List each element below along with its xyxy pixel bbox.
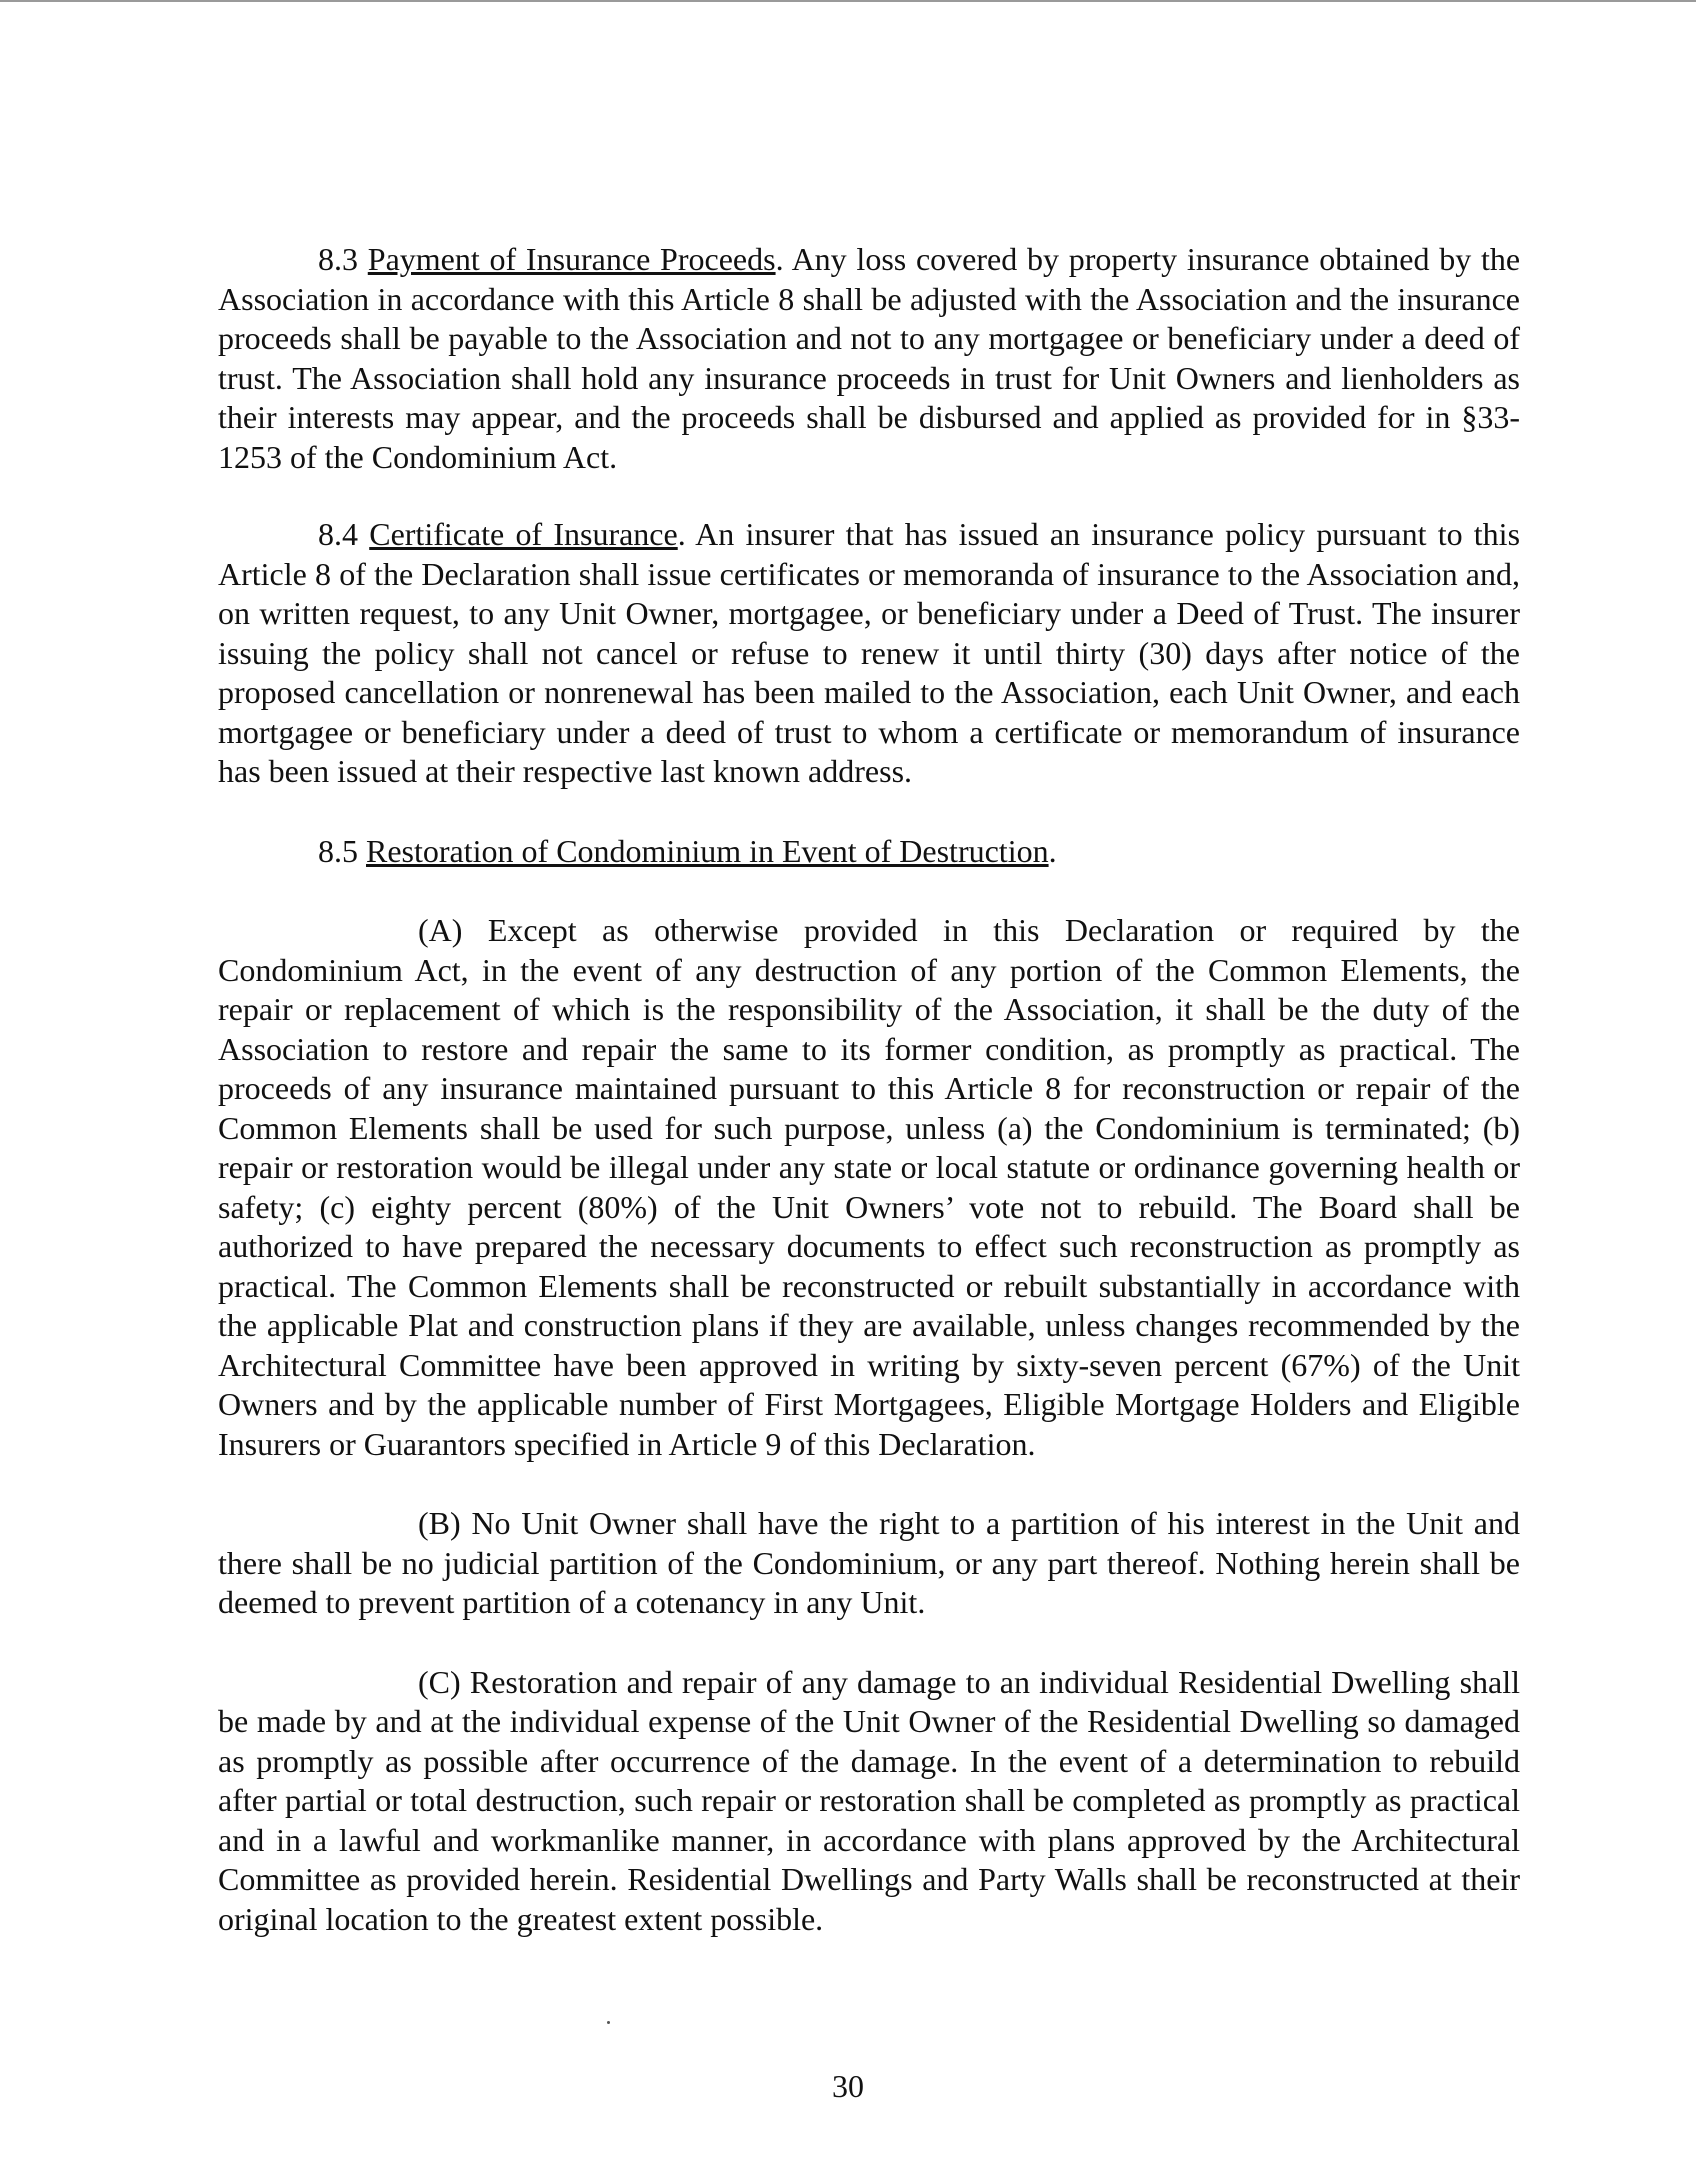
subsection-label: (A) bbox=[418, 912, 463, 948]
subsection-label: (B) bbox=[418, 1505, 461, 1541]
section-number: 8.3 bbox=[318, 241, 358, 277]
subsection-a bbox=[218, 911, 1520, 1464]
subsection-c bbox=[218, 1663, 1520, 1940]
page-number: 30 bbox=[832, 2068, 864, 2104]
section-body: Any loss covered by property insurance obtained by the Association in accordance with this Article 8 shall be adjusted with the Association and the insurance proceeds shall be payable to the Association and not to any mortgagee or beneficiary under a deed of trust. The Association shall hold any insurance proceeds in trust for Unit Owners and lienholders as their interests may appear, and the proceeds shall be disbursed and applied as provided for in §33-1253 of the Condominium Act. bbox=[218, 241, 1521, 475]
subsection-body: Except as otherwise provided in this Declaration or required by the Condominium Act, in the event of any destruction of any portion of the Common Elements, the repair or replacement of which is the responsibility of the Association, it shall be the duty of the Association to restore and repair the same to its former condition, as promptly as practical. The proceeds of any insurance maintained pursuant to this Article 8 for reconstruction or repair of the Common Elements shall be used for such purpose, unless (a) the Condominium is terminated; (b) repair or restoration would be illegal under any state or local statute or ordinance governing health or safety; (c) eighty percent (80%) of the Unit Owners’ vote not to rebuild. The Board shall be authorized to have prepared the necessary documents to effect such reconstruction as promptly as practical. The Common Elements shall be reconstructed or rebuilt substantially in accordance with the applicable Plat and construction plans if they are available, unless changes recommended by the Architectural Committee have been approved in writing by sixty-seven percent (67%) of the Unit Owners and by the applicable number of First Mortgagees, Eligible Mortgage Holders and Eligible Insurers or Guarantors specified in Article 9 of this Declaration. bbox=[218, 912, 1521, 1462]
subsection-body: Restoration and repair of any damage to an individual Residential Dwelling shall be made by and at the individual expense of the Unit Owner of the Residential Dwelling so damaged as promptly as possible after occurrence of the damage. In the event of a determination to rebuild after partial or total destruction, such repair or restoration shall be completed as promptly as practical and in a lawful and workmanlike manner, in accordance with plans approved by the Architectural Committee as provided herein. Residential Dwellings and Party Walls shall be reconstructed at their original location to the greatest extent possible. bbox=[218, 1663, 1521, 1937]
subsection-label: (C) bbox=[418, 1663, 461, 1700]
subsection-body: No Unit Owner shall have the right to a partition of his interest in the Unit and there shall be no judicial partition of the Condominium, or any part thereof. Nothing herein shall be deemed to prevent partition of a cotenancy in any Unit. bbox=[218, 1505, 1521, 1620]
subsection-b bbox=[218, 1504, 1520, 1623]
section-heading: Payment of Insurance Proceeds bbox=[367, 241, 776, 277]
page-top-border bbox=[0, 0, 1696, 2]
section-number: 8.4 bbox=[318, 516, 358, 552]
section-body: An insurer that has issued an insurance policy pursuant to this Article 8 of the Declaration shall issue certificates or memoranda of insurance to the Association and, on written request, to any Unit Owner, mortgagee, or beneficiary under a Deed of Trust. The insurer issuing the policy shall not cancel or refuse to renew it until thirty (30) days after notice of the proposed cancellation or nonrenewal has been mailed to the Association, each Unit Owner, and each mortgagee or beneficiary under a deed of trust to whom a certificate or memorandum of insurance has been issued at their respective last known address. bbox=[218, 516, 1521, 789]
section-heading: Certificate of Insurance bbox=[369, 516, 678, 552]
section-number: 8.5 bbox=[318, 832, 358, 869]
section-8-4: 8.4 Certificate of Insurance. An insurer that has issued an insurance policy pursuant to this Article 8 of the Declaration shall issue certificates or memoranda of insurance to the Association and, on written request, to any Unit Owner, mortgagee, or beneficiary under a Deed of Trust. The insurer issuing the policy shall not cancel or refuse to renew it until thirty (30) days after notice of the proposed cancellation or nonrenewal has been mailed to the Association, each Unit Owner, and each mortgagee or beneficiary under a deed of trust to whom a certificate or memorandum of insurance has been issued at their respective last known address. bbox=[218, 516, 1521, 789]
section-heading: Restoration of Condominium in Event of Destruction bbox=[366, 832, 1049, 869]
section-8-3: 8.3 Payment of Insurance Proceeds. Any loss covered by property insurance obtained by the Association in accordance with this Article 8 shall be adjusted with the Association and the insurance proceeds shall be payable to the Association and not to any mortgagee or beneficiary under a deed of trust. The Association shall hold any insurance proceeds in trust for Unit Owners and lienholders as their interests may appear, and the proceeds shall be disbursed and applied as provided for in §33-1253 of the Condominium Act. bbox=[218, 241, 1521, 475]
document-page bbox=[218, 240, 1520, 1939]
scan-speck bbox=[607, 2021, 610, 2024]
section-8-5-heading: 8.5 Restoration of Condominium in Event of Destruction. bbox=[318, 832, 1057, 869]
